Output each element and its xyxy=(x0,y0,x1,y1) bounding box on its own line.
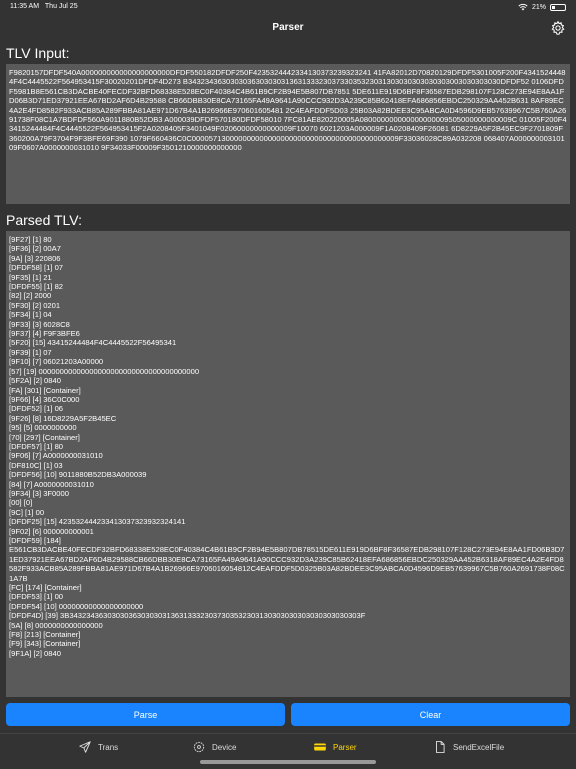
home-indicator xyxy=(200,760,376,764)
battery-percent: 21% xyxy=(531,3,546,11)
status-time: 11:35 AM Thu Jul 25 xyxy=(10,3,78,10)
tlv-input-label: TLV Input: xyxy=(6,45,70,61)
tab-label: Trans xyxy=(98,742,119,752)
paper-plane-icon xyxy=(78,740,92,754)
credit-card-icon xyxy=(313,740,327,754)
page-title: Parser xyxy=(272,22,304,33)
gear-outline-icon xyxy=(192,740,206,754)
tab-label: SendExcelFile xyxy=(453,742,505,752)
tab-parser[interactable] xyxy=(313,740,357,754)
status-bar xyxy=(0,0,576,14)
parsed-tlv-output[interactable]: [9F27] [1] 80 [9F36] [2] 00A7 [9A] [3] 220806 [DFDF58] [1] 07 [9F35] [1] 21 [DFDF55] [1] 82 [82] [2] 2000 [5F30] [2] 0201 [5F34] [1] 04 [9F33] [3] 6028C8 [9F37] [4] F9F3BFE6 [5F20] [15] 43415244484F4C4445522F56495341 [9F39] [1] 07 [9F10] [7] 06021203A00000 [57] [19] 00000000000000000000000000000000000000 [5F2A] [2] 0840 [FA] [301] [Container] [9F66] [4] 36C0C000 [DFDF52] [1] 06 [9F26] [8] 16D8229A5F2B45EC [95] [5] 0000000000 [70] [297] [Container] [DFDF57] [1] 80 [9F06] [7] A0000000031010 [DF810C] [1] 03 [DFDF56] [10] 9011880B52DB3A000039 [84] [7] A0000000031010 [9F34] [3] 3F0000 [00] [0] [9C] [1] 00 [DFDF25] [15] 423532444233413037323932324141 [9F02] [6] 000000000001 [DFDF59] [184] E561CB3DACBE40FECDF32BFD68338E528EC0F40384C4B61B9CF2B94E5B807DB78515DE611E919D6BF8F36587EDB298107F128C273E94E8AA1FD06B3D71ED37921EEA67BD2AF6D4B29588CB66DBB30E8CA73165FA49A9641A90CCC932D3A239C85B62418EFA686856EBDC250329AA452B6318AF89EC4A2E4FD8582F933ACB85A289FBBA81AE971D67B4A1B26966E9706016054812C4EAFDDF5D0325B03A82BDEE3C95ABCA0D4596D9EB57639967C5B760A2691738F08C1A7B [FC] [174] [Container] [DFDF53] [1] 00 [DFDF54] [10] 00000000000000000000 [DFDF4D] [39] 3B343234363030303630303031363133323037303532303130303030303030303030303F [5A] [8] 0000000000000000 [F8] [213] [Container] [F9] [343] [Container] [9F1A] [2] 0840 xyxy=(6,231,570,697)
parse-button[interactable]: Parse xyxy=(6,703,285,726)
status-right xyxy=(518,3,566,11)
nav-bar xyxy=(0,14,576,42)
settings-gear-icon[interactable] xyxy=(550,20,566,36)
tlv-input-field[interactable] xyxy=(6,64,570,204)
wifi-icon xyxy=(518,3,528,11)
tab-send-excel-file[interactable] xyxy=(433,740,504,754)
tab-device[interactable] xyxy=(192,740,236,754)
tab-trans[interactable] xyxy=(78,740,118,754)
clear-button[interactable]: Clear xyxy=(291,703,570,726)
document-icon xyxy=(433,740,447,754)
tab-label: Device xyxy=(212,742,237,752)
tab-label: Parser xyxy=(333,742,357,752)
parsed-tlv-label: Parsed TLV: xyxy=(6,212,83,228)
battery-icon xyxy=(550,4,566,11)
